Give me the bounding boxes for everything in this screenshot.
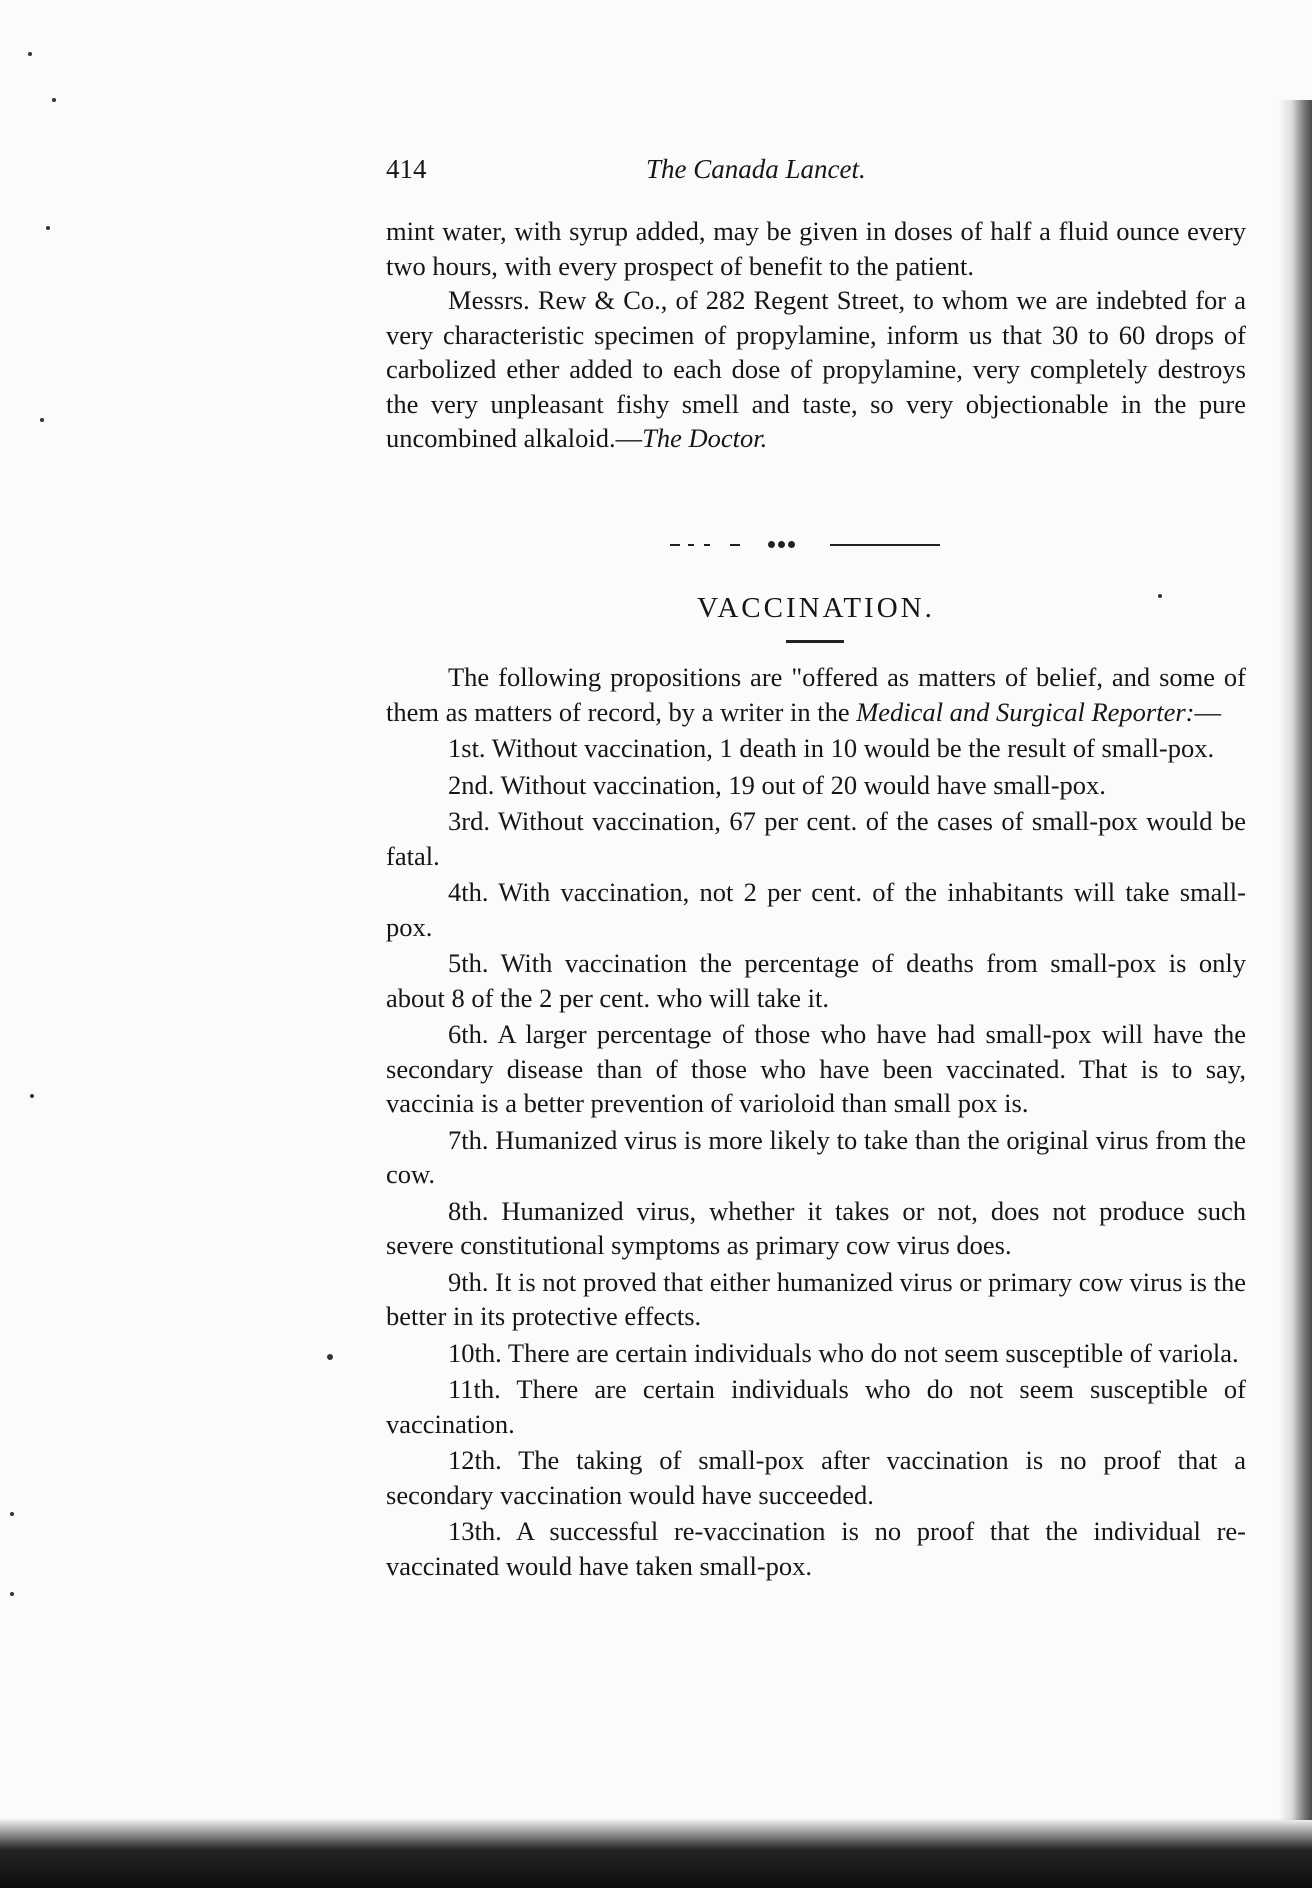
- proposition-11: 11th. There are certain individuals who do not seem susceptible of vaccination.: [386, 1374, 1246, 1439]
- intro-paragraph: [386, 660, 1246, 729]
- page-number: 414: [386, 154, 427, 184]
- scan-speck: [52, 98, 56, 102]
- proposition-10: 10th. There are certain individuals who do not seem susceptible of variola.: [448, 1337, 1239, 1368]
- divider-dash: [704, 544, 710, 546]
- divider-dash: [688, 544, 694, 546]
- divider-dot: [768, 541, 775, 548]
- title-underline: [786, 640, 844, 643]
- proposition-3: 3rd. Without vaccination, 67 per cent. of the cases of small-pox would be fatal.: [386, 806, 1246, 871]
- scan-speck: [327, 1354, 333, 1360]
- section-divider: [670, 538, 960, 550]
- scan-speck: [46, 226, 50, 230]
- divider-dash: [670, 544, 680, 546]
- divider-dash: [730, 544, 740, 546]
- scan-speck: [28, 52, 32, 56]
- section-title: VACCINATION.: [697, 592, 935, 624]
- running-title: The Canada Lancet.: [646, 154, 866, 184]
- continued-article: [386, 214, 1246, 456]
- proposition-6: 6th. A larger percentage of those who have had small-pox will have the secondary disease than of those who have been vaccinated. That is to say, vaccinia is a better prevention of varioloid than small pox is.: [386, 1019, 1246, 1118]
- source-citation: The Doctor.: [642, 423, 768, 453]
- divider-dot: [788, 541, 795, 548]
- proposition-4: 4th. With vaccination, not 2 per cent. of the inhabitants will take small-pox.: [386, 877, 1246, 942]
- scan-speck: [40, 418, 44, 422]
- scan-speck: [10, 1592, 14, 1596]
- proposition-13: 13th. A successful re-vaccination is no proof that the individual re-vaccinated would have taken small-pox.: [386, 1516, 1246, 1581]
- proposition-2: 2nd. Without vaccination, 19 out of 20 would have small-pox.: [448, 769, 1106, 800]
- vaccination-article: [386, 660, 1246, 1585]
- scan-speck: [10, 1512, 14, 1516]
- proposition-8: 8th. Humanized virus, whether it takes or not, does not produce such severe constitutional symptoms as primary cow virus does.: [386, 1195, 1246, 1260]
- proposition-9: 9th. It is not proved that either humanized virus or primary cow virus is the better in its protective effects.: [386, 1266, 1246, 1331]
- page-header: [386, 154, 1256, 194]
- proposition-1: 1st. Without vaccination, 1 death in 10 would be the result of small-pox.: [448, 733, 1215, 763]
- continued-paragraph: mint water, with syrup added, may be given in doses of half a fluid ounce every two hours, with every prospect of benefit to the patient.: [386, 216, 1246, 281]
- scan-speck: [1158, 594, 1162, 598]
- intro-text: The following propositions are "offered as matters of belief, and some of them as matters of record, by a writer in the: [386, 662, 1246, 727]
- proposition-5: 5th. With vaccination the percentage of deaths from small-pox is only about 8 of the 2 per cent. who will take it.: [386, 948, 1246, 1013]
- proposition-12: 12th. The taking of small-pox after vaccination is no proof that a secondary vaccination would have succeeded.: [386, 1445, 1246, 1510]
- proposition-7: 7th. Humanized virus is more likely to take than the original virus from the cow.: [386, 1124, 1246, 1189]
- scan-shadow-right: [1278, 100, 1312, 1820]
- intro-source: Medical and Surgical Reporter:: [856, 696, 1195, 727]
- scan-speck: [30, 1094, 34, 1098]
- rew-paragraph: [386, 283, 1246, 456]
- divider-dot: [778, 541, 785, 548]
- rew-paragraph-text: Messrs. Rew & Co., of 282 Regent Street, to whom we are indebted for a very characteristic specimen of propylamine, inform us that 30 to 60 drops of carbolized ether added to each dose of propylamine, very completely destroys the very unpleasant fishy smell and taste, so very objectionable in the pure uncombined alkaloid.—: [386, 285, 1246, 453]
- divider-rule: [830, 544, 940, 546]
- intro-suffix: —: [1194, 696, 1222, 727]
- scan-shadow-bottom: [0, 1818, 1312, 1888]
